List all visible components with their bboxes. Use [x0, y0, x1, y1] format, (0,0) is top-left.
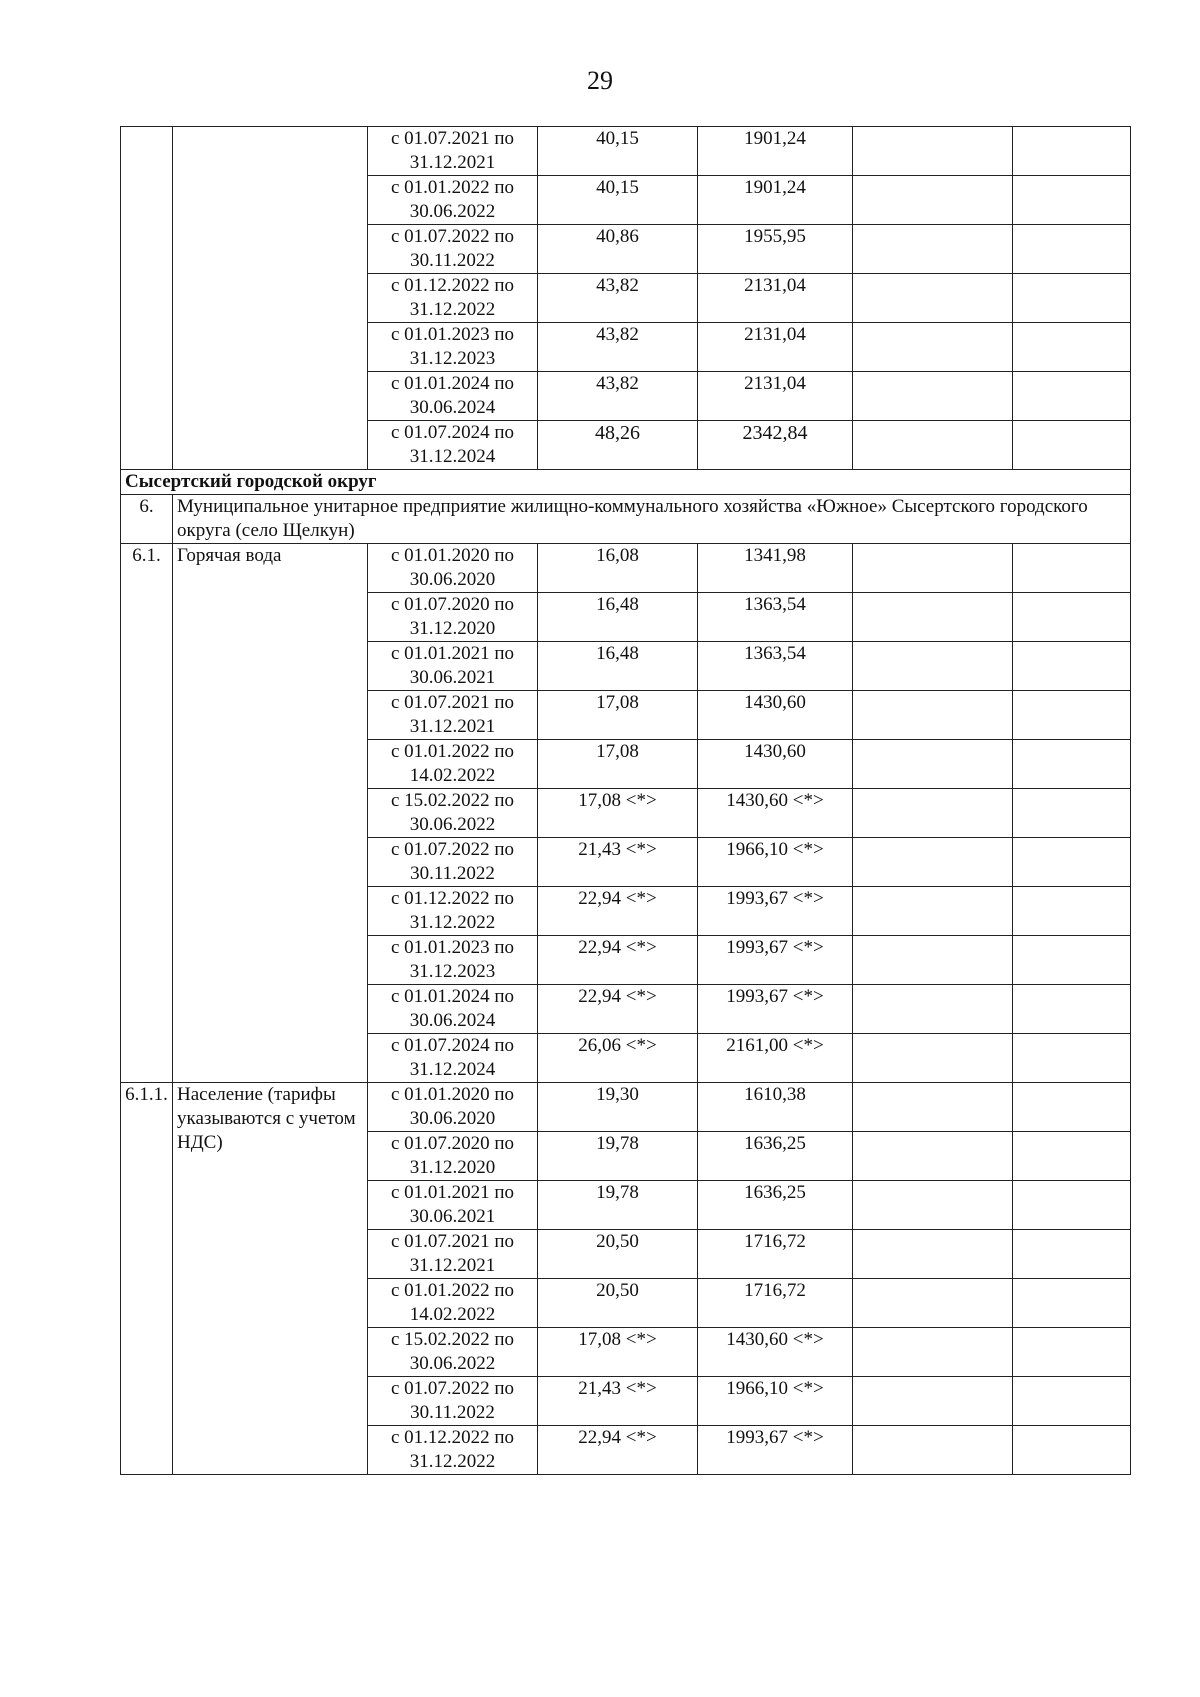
empty-cell [853, 176, 1013, 225]
org-number: 6. [121, 495, 173, 544]
section-row [121, 470, 1131, 495]
empty-cell [1013, 1034, 1131, 1083]
value-cell-1: 16,08 [538, 544, 698, 593]
empty-cell [853, 323, 1013, 372]
value-cell-1: 20,50 [538, 1279, 698, 1328]
empty-cell [853, 372, 1013, 421]
value-cell-2: 1993,67 <*> [698, 936, 853, 985]
empty-cell [1013, 593, 1131, 642]
tariff-table [120, 126, 1131, 1475]
table-row [121, 544, 1131, 593]
empty-cell [853, 691, 1013, 740]
value-cell-2: 1430,60 [698, 691, 853, 740]
value-cell-1: 22,94 <*> [538, 985, 698, 1034]
value-cell-1: 22,94 <*> [538, 887, 698, 936]
value-cell-2: 2131,04 [698, 372, 853, 421]
value-cell-1: 17,08 <*> [538, 1328, 698, 1377]
value-cell-1: 40,15 [538, 176, 698, 225]
table-row [121, 1083, 1131, 1132]
empty-cell [1013, 1328, 1131, 1377]
empty-cell [1013, 1426, 1131, 1475]
period-cell: с 01.01.2024 по 30.06.2024 [368, 372, 538, 421]
value-cell-2: 1993,67 <*> [698, 887, 853, 936]
period-cell: с 01.01.2022 по 30.06.2022 [368, 176, 538, 225]
value-cell-2: 1430,60 [698, 740, 853, 789]
row-name-cell: Горячая вода [173, 544, 368, 1083]
value-cell-2: 1716,72 [698, 1279, 853, 1328]
empty-cell [853, 1132, 1013, 1181]
empty-cell [1013, 176, 1131, 225]
value-cell-1: 19,78 [538, 1181, 698, 1230]
empty-cell [1013, 887, 1131, 936]
empty-cell [853, 936, 1013, 985]
period-cell: с 01.07.2020 по 31.12.2020 [368, 1132, 538, 1181]
value-cell-1: 40,86 [538, 225, 698, 274]
value-cell-2: 1430,60 <*> [698, 1328, 853, 1377]
value-cell-2: 1430,60 <*> [698, 789, 853, 838]
period-cell: с 01.01.2022 по 14.02.2022 [368, 740, 538, 789]
value-cell-2: 2161,00 <*> [698, 1034, 853, 1083]
period-cell: с 15.02.2022 по 30.06.2022 [368, 1328, 538, 1377]
page-number: 29 [587, 66, 613, 95]
empty-cell [1013, 1181, 1131, 1230]
org-name: Муниципальное унитарное предприятие жилищно-коммунального хозяйства «Южное» Сысертского городского округа (село Щелкун) [173, 495, 1131, 544]
value-cell-2: 1966,10 <*> [698, 838, 853, 887]
period-cell: с 01.07.2022 по 30.11.2022 [368, 838, 538, 887]
empty-cell [853, 1230, 1013, 1279]
row-name-cell [173, 127, 368, 470]
empty-cell [1013, 985, 1131, 1034]
value-cell-1: 21,43 <*> [538, 1377, 698, 1426]
empty-cell [853, 985, 1013, 1034]
period-cell: с 01.01.2021 по 30.06.2021 [368, 1181, 538, 1230]
empty-cell [853, 1328, 1013, 1377]
empty-cell [1013, 421, 1131, 470]
empty-cell [853, 421, 1013, 470]
row-number-cell: 6.1.1. [121, 1083, 173, 1475]
value-cell-2: 1341,98 [698, 544, 853, 593]
value-cell-1: 16,48 [538, 642, 698, 691]
value-cell-1: 17,08 [538, 691, 698, 740]
period-cell: с 01.01.2020 по 30.06.2020 [368, 544, 538, 593]
period-cell: с 01.12.2022 по 31.12.2022 [368, 887, 538, 936]
period-cell: с 01.12.2022 по 31.12.2022 [368, 1426, 538, 1475]
value-cell-1: 48,26 [538, 421, 698, 470]
row-number-cell: 6.1. [121, 544, 173, 1083]
period-cell: с 01.01.2022 по 14.02.2022 [368, 1279, 538, 1328]
row-number-cell [121, 127, 173, 470]
value-cell-2: 1363,54 [698, 593, 853, 642]
empty-cell [1013, 372, 1131, 421]
empty-cell [1013, 691, 1131, 740]
value-cell-2: 1966,10 <*> [698, 1377, 853, 1426]
empty-cell [853, 838, 1013, 887]
empty-cell [853, 544, 1013, 593]
table-row [121, 127, 1131, 176]
org-row [121, 495, 1131, 544]
value-cell-1: 17,08 [538, 740, 698, 789]
value-cell-2: 1901,24 [698, 176, 853, 225]
period-cell: с 01.07.2022 по 30.11.2022 [368, 1377, 538, 1426]
value-cell-1: 21,43 <*> [538, 838, 698, 887]
value-cell-2: 1636,25 [698, 1132, 853, 1181]
value-cell-1: 26,06 <*> [538, 1034, 698, 1083]
section-title: Сысертский городской округ [121, 470, 1131, 495]
value-cell-1: 16,48 [538, 593, 698, 642]
empty-cell [853, 1181, 1013, 1230]
empty-cell [853, 887, 1013, 936]
value-cell-2: 1610,38 [698, 1083, 853, 1132]
empty-cell [1013, 789, 1131, 838]
empty-cell [853, 274, 1013, 323]
period-cell: с 15.02.2022 по 30.06.2022 [368, 789, 538, 838]
period-cell: с 01.01.2021 по 30.06.2021 [368, 642, 538, 691]
value-cell-2: 1955,95 [698, 225, 853, 274]
value-cell-2: 1993,67 <*> [698, 1426, 853, 1475]
row-name-cell: Население (тарифы указываются с учетом НДС) [173, 1083, 368, 1475]
empty-cell [853, 789, 1013, 838]
empty-cell [1013, 127, 1131, 176]
period-cell: с 01.07.2021 по 31.12.2021 [368, 127, 538, 176]
period-cell: с 01.07.2024 по 31.12.2024 [368, 1034, 538, 1083]
empty-cell [853, 593, 1013, 642]
period-cell: с 01.01.2020 по 30.06.2020 [368, 1083, 538, 1132]
period-cell: с 01.01.2023 по 31.12.2023 [368, 323, 538, 372]
empty-cell [1013, 544, 1131, 593]
value-cell-2: 1636,25 [698, 1181, 853, 1230]
empty-cell [1013, 1132, 1131, 1181]
value-cell-1: 17,08 <*> [538, 789, 698, 838]
value-cell-1: 19,78 [538, 1132, 698, 1181]
empty-cell [853, 225, 1013, 274]
empty-cell [1013, 1279, 1131, 1328]
value-cell-2: 2342,84 [698, 421, 853, 470]
empty-cell [853, 1034, 1013, 1083]
value-cell-2: 1901,24 [698, 127, 853, 176]
empty-cell [1013, 1083, 1131, 1132]
period-cell: с 01.12.2022 по 31.12.2022 [368, 274, 538, 323]
value-cell-2: 1993,67 <*> [698, 985, 853, 1034]
empty-cell [1013, 1230, 1131, 1279]
value-cell-2: 2131,04 [698, 274, 853, 323]
empty-cell [1013, 838, 1131, 887]
value-cell-1: 43,82 [538, 372, 698, 421]
empty-cell [853, 740, 1013, 789]
value-cell-1: 19,30 [538, 1083, 698, 1132]
value-cell-2: 1363,54 [698, 642, 853, 691]
period-cell: с 01.07.2021 по 31.12.2021 [368, 1230, 538, 1279]
period-cell: с 01.07.2024 по 31.12.2024 [368, 421, 538, 470]
value-cell-1: 43,82 [538, 323, 698, 372]
value-cell-1: 20,50 [538, 1230, 698, 1279]
empty-cell [1013, 740, 1131, 789]
empty-cell [1013, 936, 1131, 985]
value-cell-1: 43,82 [538, 274, 698, 323]
empty-cell [1013, 225, 1131, 274]
empty-cell [853, 127, 1013, 176]
empty-cell [853, 1426, 1013, 1475]
empty-cell [853, 642, 1013, 691]
empty-cell [1013, 642, 1131, 691]
value-cell-1: 22,94 <*> [538, 1426, 698, 1475]
empty-cell [1013, 323, 1131, 372]
period-cell: с 01.01.2024 по 30.06.2024 [368, 985, 538, 1034]
period-cell: с 01.07.2020 по 31.12.2020 [368, 593, 538, 642]
empty-cell [853, 1083, 1013, 1132]
empty-cell [1013, 274, 1131, 323]
value-cell-2: 2131,04 [698, 323, 853, 372]
value-cell-1: 22,94 <*> [538, 936, 698, 985]
value-cell-2: 1716,72 [698, 1230, 853, 1279]
period-cell: с 01.07.2022 по 30.11.2022 [368, 225, 538, 274]
value-cell-1: 40,15 [538, 127, 698, 176]
period-cell: с 01.01.2023 по 31.12.2023 [368, 936, 538, 985]
empty-cell [853, 1279, 1013, 1328]
period-cell: с 01.07.2021 по 31.12.2021 [368, 691, 538, 740]
empty-cell [1013, 1377, 1131, 1426]
empty-cell [853, 1377, 1013, 1426]
